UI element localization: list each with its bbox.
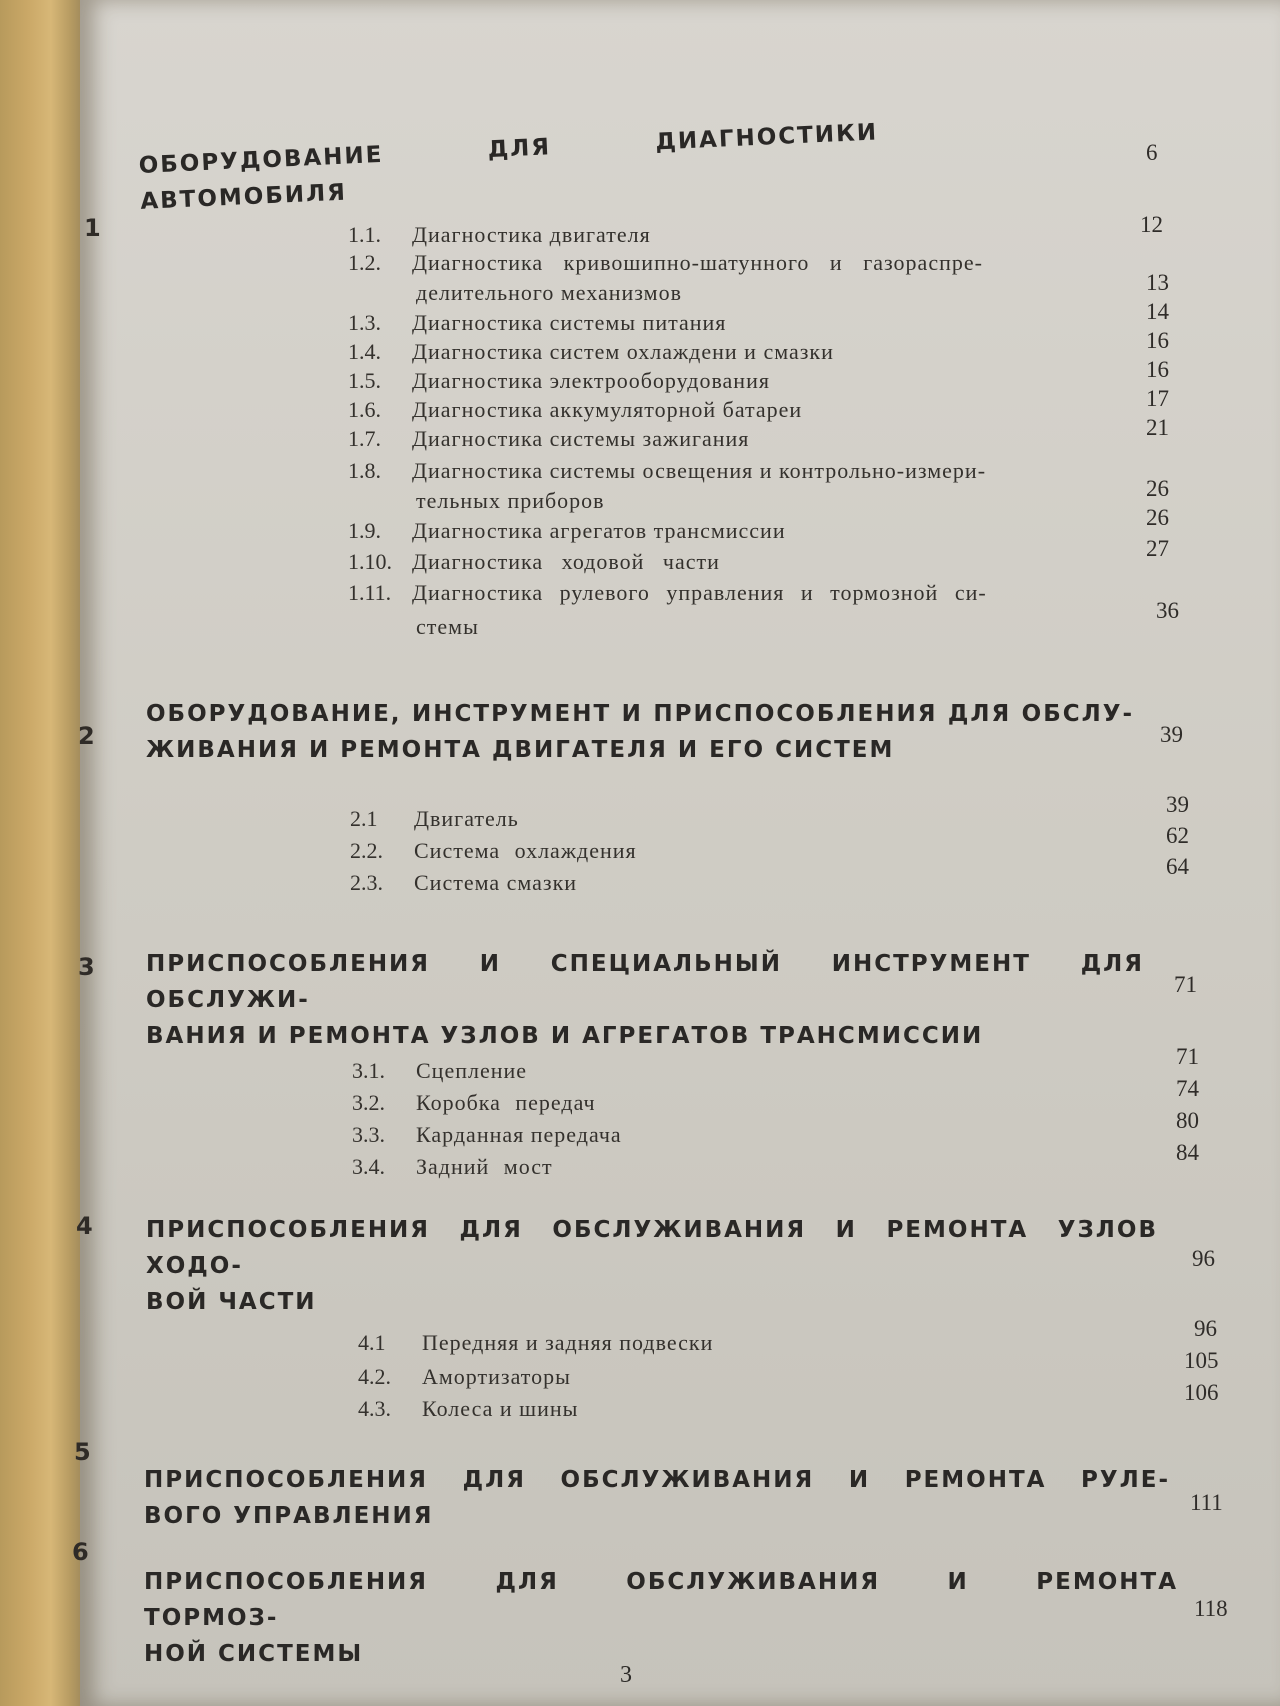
- section-number: 1.9.: [348, 518, 381, 543]
- section-1-4: [348, 339, 834, 365]
- section-title: Диагностика аккумуляторной батареи: [412, 397, 803, 422]
- section-number: 4.1: [358, 1330, 386, 1355]
- section-number: 2.3.: [350, 870, 383, 895]
- section-2-1-page: 39: [1166, 792, 1189, 817]
- chapter-3-title: [146, 946, 1144, 1054]
- section-1-6-page: 17: [1146, 386, 1169, 411]
- section-3-4-page: 84: [1176, 1140, 1199, 1165]
- section-title: Диагностика агрегатов трансмиссии: [412, 518, 786, 543]
- chapter-1-page: 6: [1146, 140, 1158, 165]
- section-4-3-page: 106: [1184, 1380, 1219, 1405]
- section-title: Диагностика системы освещения и контрольно-измери-: [412, 458, 987, 483]
- chapter-5-title: [144, 1462, 1170, 1534]
- chapter-2-title-line-1: ОБОРУДОВАНИЕ, ИНСТРУМЕНТ И ПРИСПОСОБЛЕНИЯ ДЛЯ ОБСЛУ-: [146, 701, 1134, 727]
- section-title: Диагностика ходовой части: [412, 549, 720, 574]
- section-title: Диагностика двигателя: [412, 222, 651, 247]
- section-1-5: [348, 368, 770, 394]
- chapter-1-number: 1: [84, 214, 101, 242]
- section-4-2-page: 105: [1184, 1348, 1219, 1373]
- section-1-11-continuation: стемы: [416, 614, 479, 639]
- section-3-2: [352, 1090, 596, 1116]
- chapter-3-number: 3: [78, 953, 95, 981]
- section-number: 1.5.: [348, 368, 381, 393]
- section-1-1: [348, 222, 651, 248]
- section-number: 1.7.: [348, 426, 381, 451]
- section-4-1: [358, 1330, 713, 1356]
- section-2-2-page: 62: [1166, 823, 1189, 848]
- section-number: 1.1.: [348, 222, 381, 247]
- chapter-6-title: [144, 1564, 1178, 1672]
- section-number: 4.2.: [358, 1364, 391, 1389]
- section-title: Диагностика электрооборудования: [412, 368, 770, 393]
- section-1-1-page: 12: [1140, 212, 1163, 237]
- section-title: Диагностика системы питания: [412, 310, 727, 335]
- section-4-2: [358, 1364, 571, 1390]
- chapter-2-page: 39: [1160, 722, 1183, 747]
- section-1-3-page: 14: [1146, 299, 1169, 324]
- section-2-3: [350, 870, 577, 896]
- section-1-8-page: 26: [1146, 476, 1169, 501]
- section-title: Диагностика кривошипно-шатунного и газораспре-: [412, 250, 983, 275]
- section-number: 2.2.: [350, 838, 383, 863]
- section-title: Диагностика рулевого управления и тормозной си-: [412, 580, 987, 605]
- section-1-11: [348, 580, 987, 606]
- section-title: Карданная передача: [416, 1122, 622, 1147]
- chapter-3-page: 71: [1174, 972, 1197, 997]
- section-title: Система охлаждения: [414, 838, 637, 863]
- chapter-4-page: 96: [1192, 1246, 1215, 1271]
- section-number: 3.3.: [352, 1122, 385, 1147]
- section-1-5-page: 16: [1146, 357, 1169, 382]
- chapter-3-title-line-1: ПРИСПОСОБЛЕНИЯ И СПЕЦИАЛЬНЫЙ ИНСТРУМЕНТ ДЛЯ ОБСЛУЖИ-: [146, 951, 1144, 1013]
- section-1-10: [348, 549, 720, 575]
- section-number: 1.11.: [348, 580, 392, 605]
- section-number: 2.1: [350, 806, 378, 831]
- section-title: Сцепление: [416, 1058, 528, 1083]
- chapter-4-number: 4: [76, 1212, 93, 1240]
- section-number: 3.4.: [352, 1154, 385, 1179]
- section-number: 4.3.: [358, 1396, 391, 1421]
- section-1-9: [348, 518, 786, 544]
- section-4-3: [358, 1396, 578, 1422]
- section-title: Диагностика систем охлаждени и смазки: [412, 339, 834, 364]
- section-3-1-page: 71: [1176, 1044, 1199, 1069]
- chapter-5-title-line-1: ПРИСПОСОБЛЕНИЯ ДЛЯ ОБСЛУЖИВАНИЯ И РЕМОНТА РУЛЕ-: [144, 1467, 1170, 1493]
- section-number: 1.4.: [348, 339, 381, 364]
- section-1-3: [348, 310, 726, 336]
- chapter-6-title-line-2: НОЙ СИСТЕМЫ: [144, 1641, 364, 1667]
- chapter-5-number: 5: [74, 1438, 91, 1466]
- section-title: Диагностика системы зажигания: [412, 426, 750, 451]
- section-number: 1.6.: [348, 397, 381, 422]
- section-1-8: [348, 458, 986, 484]
- section-1-7: [348, 426, 749, 452]
- section-1-6: [348, 397, 802, 423]
- section-3-2-page: 74: [1176, 1076, 1199, 1101]
- chapter-6-page: 118: [1194, 1596, 1228, 1621]
- section-number: 1.10.: [348, 549, 392, 574]
- section-1-2-page: 13: [1146, 270, 1169, 295]
- section-title: Задний мост: [416, 1154, 553, 1179]
- chapter-6-number: 6: [72, 1538, 89, 1566]
- section-1-7-page: 21: [1146, 415, 1169, 440]
- section-title: Амортизаторы: [422, 1364, 571, 1389]
- section-4-1-page: 96: [1194, 1316, 1217, 1341]
- section-title: Коробка передач: [416, 1090, 596, 1115]
- section-number: 3.2.: [352, 1090, 385, 1115]
- chapter-1-title-line: ОБОРУДОВАНИЕ ДЛЯ ДИАГНОСТИКИ АВТОМОБИЛЯ: [138, 119, 879, 215]
- section-number: 3.1.: [352, 1058, 385, 1083]
- section-1-2: [348, 250, 983, 276]
- section-1-10-page: 27: [1146, 536, 1169, 561]
- chapter-6-title-line-1: ПРИСПОСОБЛЕНИЯ ДЛЯ ОБСЛУЖИВАНИЯ И РЕМОНТА ТОРМОЗ-: [144, 1569, 1178, 1631]
- section-number: 1.3.: [348, 310, 381, 335]
- section-1-11-page: 36: [1156, 598, 1179, 623]
- section-title: Колеса и шины: [422, 1396, 579, 1421]
- section-2-3-page: 64: [1166, 854, 1189, 879]
- section-title: Двигатель: [414, 806, 519, 831]
- section-number: 1.2.: [348, 250, 381, 275]
- chapter-5-title-line-2: ВОГО УПРАВЛЕНИЯ: [144, 1503, 434, 1529]
- chapter-5-page: 111: [1190, 1490, 1223, 1515]
- page-number: 3: [620, 1662, 632, 1688]
- section-1-4-page: 16: [1146, 328, 1169, 353]
- section-number: 1.8.: [348, 458, 381, 483]
- section-1-2-continuation: делительного механизмов: [416, 280, 682, 305]
- chapter-2-number: 2: [78, 722, 95, 750]
- section-3-4: [352, 1154, 553, 1180]
- section-2-1: [350, 806, 519, 832]
- section-title: Система смазки: [414, 870, 578, 895]
- section-1-8-continuation: тельных приборов: [416, 488, 605, 513]
- section-2-2: [350, 838, 637, 864]
- chapter-3-title-line-2: ВАНИЯ И РЕМОНТА УЗЛОВ И АГРЕГАТОВ ТРАНСМИССИИ: [146, 1023, 984, 1049]
- chapter-4-title: [146, 1212, 1158, 1320]
- section-3-1: [352, 1058, 527, 1084]
- section-3-3-page: 80: [1176, 1108, 1199, 1133]
- chapter-2-title: [146, 696, 1134, 768]
- section-title: Передняя и задняя подвески: [422, 1330, 714, 1355]
- section-1-9-page: 26: [1146, 505, 1169, 530]
- chapter-4-title-line-1: ПРИСПОСОБЛЕНИЯ ДЛЯ ОБСЛУЖИВАНИЯ И РЕМОНТА УЗЛОВ ХОДО-: [146, 1217, 1158, 1279]
- section-3-3: [352, 1122, 622, 1148]
- chapter-4-title-line-2: ВОЙ ЧАСТИ: [146, 1289, 317, 1315]
- chapter-2-title-line-2: ЖИВАНИЯ И РЕМОНТА ДВИГАТЕЛЯ И ЕГО СИСТЕМ: [146, 737, 895, 763]
